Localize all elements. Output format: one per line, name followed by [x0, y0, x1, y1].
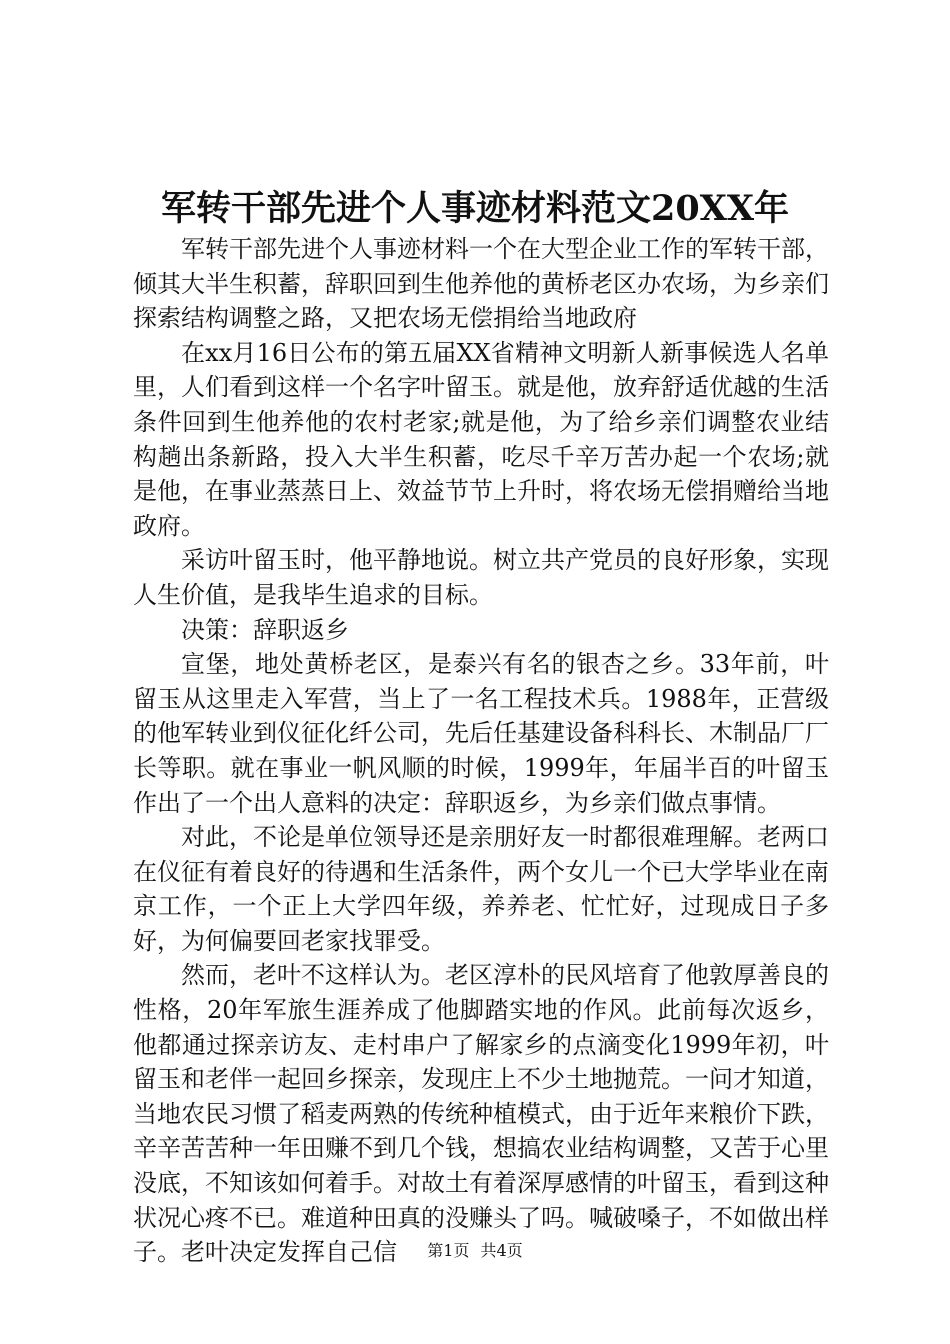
paragraph: 军转干部先进个人事迹材料一个在大型企业工作的军转干部，倾其大半生积蓄，辞职回到生他养他的黄桥老区办农场，为乡亲们探索结构调整之路，又把农场无偿捐给当地政府 — [133, 235, 829, 333]
paragraph: 对此，不论是单位领导还是亲朋好友一时都很难理解。老两口在仪征有着良好的待遇和生活条件，两个女儿一个已大学毕业在南京工作，一个正上大学四年级，养养老、忙忙好，过现成日子多好，为何偏要回老家找罪受。 — [133, 823, 829, 955]
document-title: 军转干部先进个人事迹材料范文20XX年 — [160, 188, 790, 229]
page-total: 共4页 — [480, 1241, 523, 1260]
paragraph: 宣堡，地处黄桥老区，是泰兴有名的银杏之乡。33年前，叶留玉从这里走入军营，当上了一名工程技术兵。1988年，正营级的他军转业到仪征化纤公司，先后任基建设备科科长、木制品厂厂长等职。就在事业一帆风顺的时候，1999年，年届半百的叶留玉作出了一个出人意料的决定：辞职返乡，为乡亲们做点事情。 — [133, 650, 829, 817]
paragraph: 然而，老叶不这样认为。老区淳朴的民风培育了他敦厚善良的性格，20年军旅生涯养成了他脚踏实地的作风。此前每次返乡，他都通过探亲访友、走村串户了解家乡的点滴变化1999年初，叶留玉和老伴一起回乡探亲，发现庄上不少土地抛荒。一问才知道，当地农民习惯了稻麦两熟的传统种植模式，由于近年来粮价下跌，辛辛苦苦种一年田赚不到几个钱，想搞农业结构调整，又苦于心里没底，不知该如何着手。对故土有着深厚感情的叶留玉，看到这种状况心疼不已。难道种田真的没赚头了吗。喊破嗓子，不如做出样子。老叶决定发挥自己信 — [133, 961, 829, 1267]
page-footer — [0, 1239, 950, 1263]
paragraph: 在xx月16日公布的第五届XX省精神文明新人新事候选人名单里，人们看到这样一个名字叶留玉。就是他，放弃舒适优越的生活条件回到生他养他的农村老家;就是他，为了给乡亲们调整农业结构趟出条新路，投入大半生积蓄，吃尽千辛万苦办起一个农场;就是他，在事业蒸蒸日上、效益节节上升时，将农场无偿捐赠给当地政府。 — [133, 338, 829, 540]
section-heading: 决策：辞职返乡 — [181, 615, 349, 644]
paragraph: 采访叶留玉时，他平静地说。树立共产党员的良好形象，实现人生价值，是我毕生追求的目标。 — [133, 546, 829, 609]
document-body — [133, 232, 829, 1270]
page-number: 第1页 — [427, 1241, 470, 1260]
